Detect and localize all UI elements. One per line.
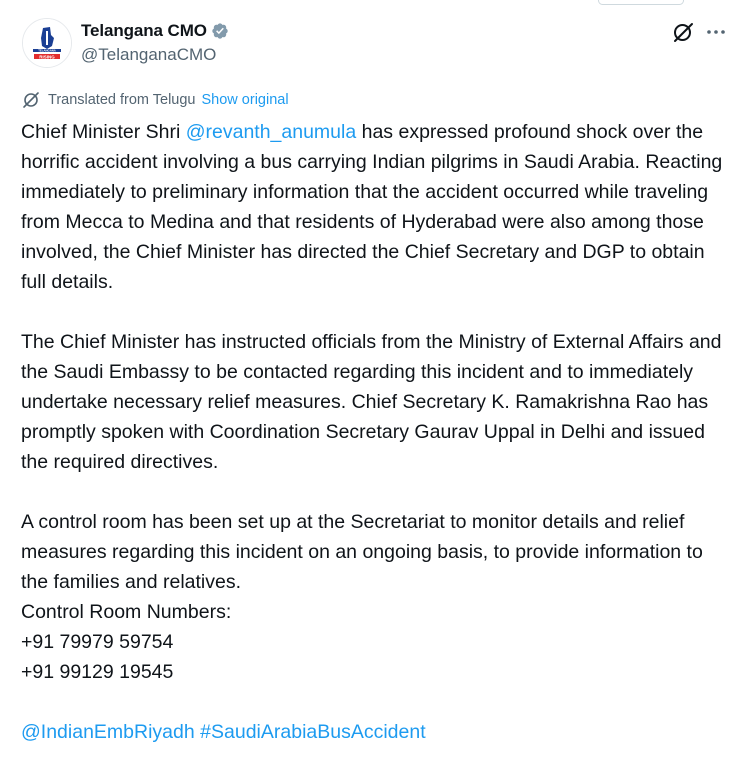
more-options-icon[interactable] <box>704 21 728 43</box>
control-room-label: Control Room Numbers: <box>21 601 232 623</box>
tweet-paragraph-3: A control room has been set up at the Secretariat to monitor details and relief measures regarding this incident on an ongoing basis, to provide information to the families and relatives. <box>21 511 703 593</box>
phone-number-2: +91 99129 19545 <box>21 661 174 683</box>
account-name-row <box>81 20 229 42</box>
paragraph-gap <box>21 297 733 327</box>
tweet-paragraph-1 <box>21 117 733 297</box>
tweet-paragraph-2: The Chief Minister has instructed officials from the Ministry of External Affairs and the Saudi Embassy to be contacted regarding this incident and to immediately undertake necessary relief measures. Chief Secretary K. Ramakrishna Rao has promptly spoken with Coordination Secretary Gaurav Uppal in Delhi and issued the required directives. <box>21 331 722 473</box>
svg-text:TELANGANA: TELANGANA <box>38 48 56 53</box>
paragraph-gap <box>21 477 733 507</box>
grok-icon[interactable] <box>672 21 694 43</box>
phone-number-1: +91 79979 59754 <box>21 631 174 653</box>
hashtag-saudiarabiabusaccident[interactable]: #SaudiArabiaBusAccident <box>200 721 426 743</box>
tweet-tags-line <box>21 717 733 747</box>
verified-badge-icon <box>211 22 229 40</box>
account-handle[interactable]: @TelanganaCMO <box>81 45 217 64</box>
tweet-text-segment: has expressed profound shock over the horrific accident involving a bus carrying Indian pilgrims in Saudi Arabia. Reacting immediately to preliminary information that the accident occurred while traveling from Mecca to Medina and that residents of Hyderabad were also among those involved, the Chief Minister has directed the Chief Secretary and DGP to obtain full details. <box>21 121 723 293</box>
translate-icon <box>22 91 40 109</box>
tweet-text-segment: Chief Minister Shri <box>21 121 186 143</box>
translated-from-label: Translated from Telugu <box>48 92 196 108</box>
tweet-text <box>21 117 733 747</box>
translation-row <box>22 90 289 110</box>
paragraph-gap <box>21 687 733 717</box>
mention-revanth-anumula[interactable]: @revanth_anumula <box>185 121 357 143</box>
avatar[interactable] <box>22 18 72 68</box>
show-original-link[interactable]: Show original <box>201 92 289 108</box>
display-name[interactable]: Telangana CMO <box>81 21 207 40</box>
telangana-rising-logo <box>23 19 71 67</box>
svg-text:RISING: RISING <box>39 54 55 60</box>
top-menu-edge <box>598 0 684 5</box>
mention-indianembriyadh[interactable]: @IndianEmbRiyadh <box>21 721 195 743</box>
